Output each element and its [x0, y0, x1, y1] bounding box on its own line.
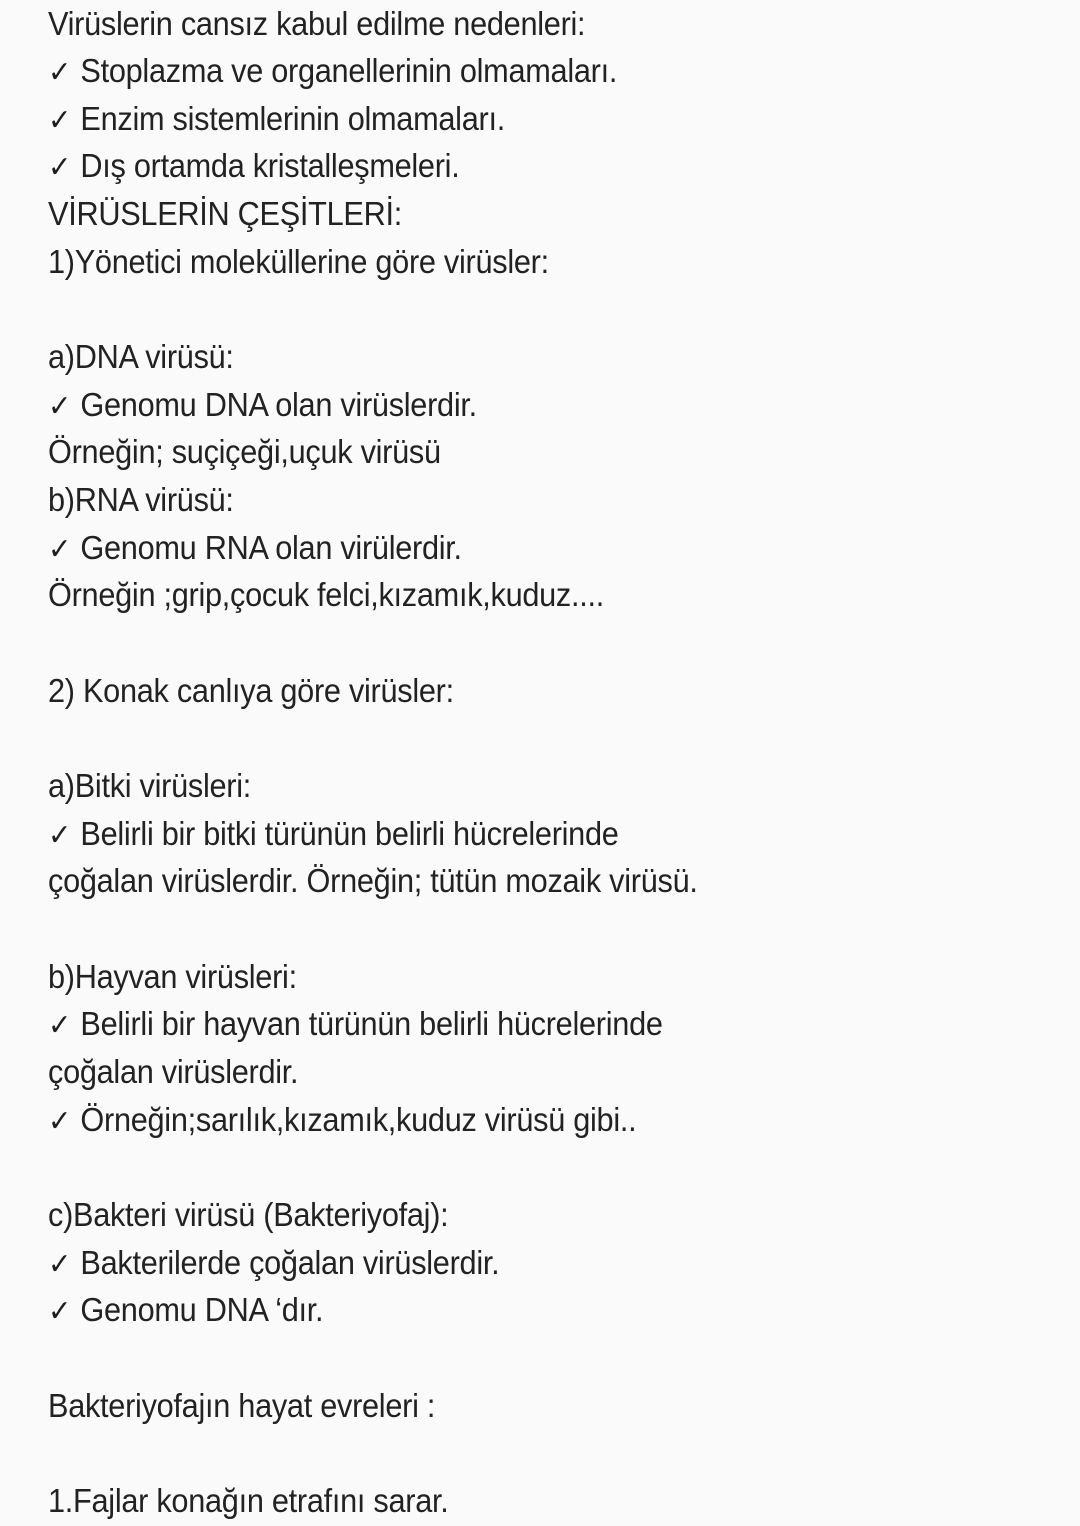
- text-line: [48, 857, 698, 905]
- line-text: çoğalan virüslerdir. Örneğin; tütün mozaik virüsü.: [48, 862, 698, 899]
- checklist-line: [48, 1239, 499, 1287]
- line-text: Örneğin;sarılık,kızamık,kuduz virüsü gibi..: [80, 1101, 637, 1138]
- line-text: Belirli bir hayvan türünün belirli hücrelerinde: [80, 1005, 663, 1042]
- checklist-line: [48, 47, 617, 95]
- line-text: b)RNA virüsü:: [48, 481, 234, 518]
- line-text: 1.Fajlar konağın etrafını sarar.: [48, 1482, 449, 1519]
- text-line: [48, 1382, 435, 1430]
- check-mark-icon: ✓: [48, 1294, 72, 1329]
- line-text: b)Hayvan virüsleri:: [48, 958, 297, 995]
- line-text: Virüslerin cansız kabul edilme nedenleri:: [48, 5, 586, 42]
- text-line: [48, 476, 234, 524]
- checklist-line: [48, 142, 459, 190]
- line-text: c)Bakteri virüsü (Bakteriyofaj):: [48, 1196, 449, 1233]
- line-text: Dış ortamda kristalleşmeleri.: [80, 147, 460, 184]
- text-line: [48, 762, 251, 810]
- check-mark-icon: ✓: [48, 818, 72, 853]
- line-text: Belirli bir bitki türünün belirli hücrelerinde: [80, 815, 619, 852]
- line-text: Stoplazma ve organellerinin olmamaları.: [80, 52, 618, 89]
- text-line: [48, 238, 549, 286]
- check-mark-icon: ✓: [48, 55, 72, 90]
- text-line: [48, 1191, 448, 1239]
- check-mark-icon: ✓: [48, 103, 72, 138]
- checklist-line: [48, 810, 619, 858]
- line-text: VİRÜSLERİN ÇEŞİTLERİ:: [48, 195, 402, 232]
- text-line: [48, 571, 604, 619]
- text-line: [48, 428, 441, 476]
- text-line: [48, 1477, 448, 1525]
- checklist-line: [48, 381, 477, 429]
- text-line: [48, 190, 402, 238]
- line-text: Genomu DNA olan virüslerdir.: [80, 386, 477, 423]
- check-mark-icon: ✓: [48, 150, 72, 185]
- line-text: Genomu RNA olan virülerdir.: [80, 529, 462, 566]
- text-line: [48, 953, 297, 1001]
- line-text: Enzim sistemlerinin olmamaları.: [80, 100, 505, 137]
- checklist-line: [48, 1286, 323, 1334]
- text-line: [48, 667, 454, 715]
- line-text: Örneğin ;grip,çocuk felci,kızamık,kuduz....: [48, 576, 604, 613]
- checklist-line: [48, 95, 505, 143]
- line-text: a)DNA virüsü:: [48, 338, 234, 375]
- checklist-line: [48, 1096, 636, 1144]
- check-mark-icon: ✓: [48, 389, 72, 424]
- line-text: Örneğin; suçiçeği,uçuk virüsü: [48, 433, 441, 470]
- line-text: çoğalan virüslerdir.: [48, 1053, 299, 1090]
- check-mark-icon: ✓: [48, 1104, 72, 1139]
- check-mark-icon: ✓: [48, 1008, 72, 1043]
- line-text: Bakterilerde çoğalan virüslerdir.: [80, 1244, 500, 1281]
- text-line: [48, 0, 585, 48]
- line-text: Bakteriyofajın hayat evreleri :: [48, 1387, 436, 1424]
- line-text: 1)Yönetici moleküllerine göre virüsler:: [48, 243, 549, 280]
- checklist-line: [48, 524, 462, 572]
- line-text: 2) Konak canlıya göre virüsler:: [48, 672, 454, 709]
- check-mark-icon: ✓: [48, 1247, 72, 1282]
- checklist-line: [48, 1000, 663, 1048]
- text-line: [48, 1048, 298, 1096]
- line-text: a)Bitki virüsleri:: [48, 767, 252, 804]
- line-text: Genomu DNA ‘dır.: [80, 1291, 324, 1328]
- check-mark-icon: ✓: [48, 532, 72, 567]
- text-line: [48, 333, 234, 381]
